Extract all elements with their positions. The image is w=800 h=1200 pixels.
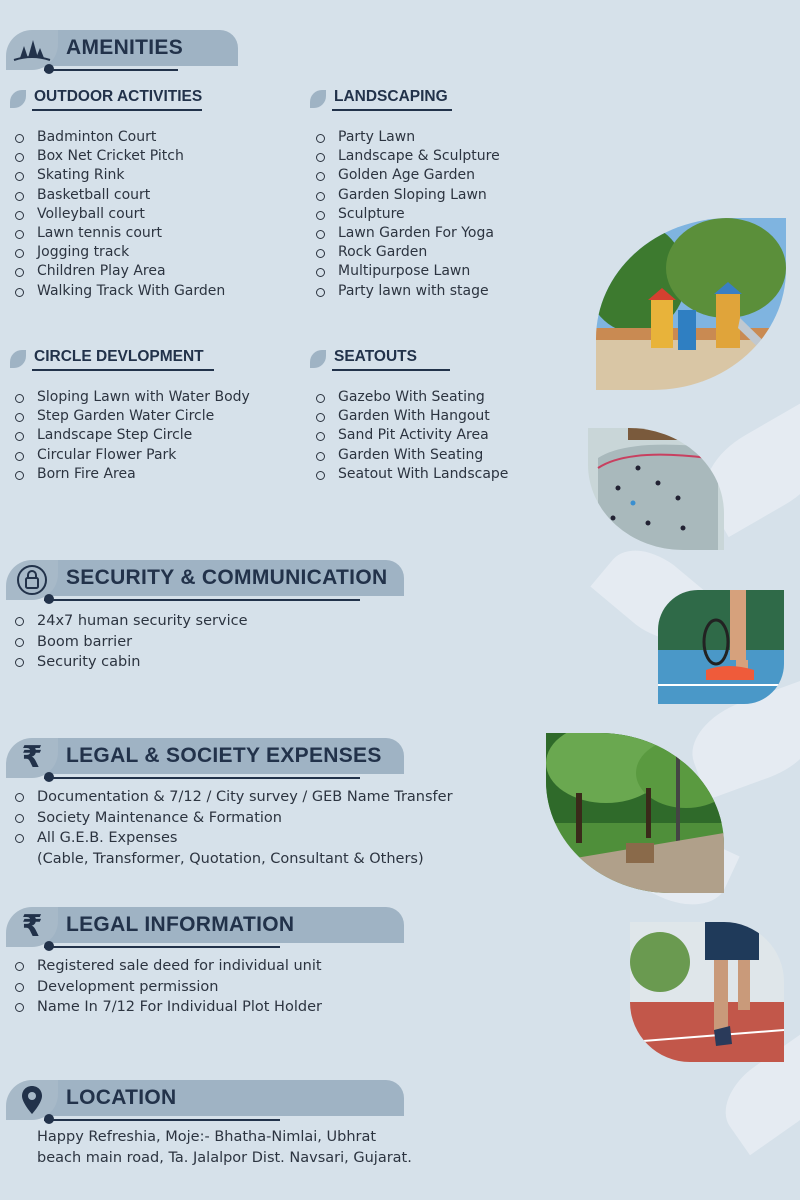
list-item: Circular Flower Park — [15, 446, 250, 465]
list-item: Society Maintenance & Formation — [15, 808, 453, 829]
outdoor-list — [15, 128, 225, 301]
leaf-icon — [310, 350, 326, 368]
list-item: Development permission — [15, 977, 322, 998]
list-item: Party Lawn — [316, 128, 500, 147]
security-banner — [0, 560, 410, 600]
expenses-banner — [0, 738, 410, 778]
circle-heading — [10, 348, 220, 372]
list-item: 24x7 human security service — [15, 611, 248, 632]
list-item: Sand Pit Activity Area — [316, 426, 508, 445]
outdoor-title: OUTDOOR ACTIVITIES — [34, 88, 203, 105]
circle-list — [15, 388, 250, 484]
list-item: Children Play Area — [15, 262, 225, 281]
list-item: Gazebo With Seating — [316, 388, 508, 407]
leaf-icon — [10, 90, 26, 108]
rupee-icon: ₹ — [6, 738, 58, 778]
list-item: Garden With Seating — [316, 446, 508, 465]
amenities-banner — [0, 30, 240, 70]
list-item: Box Net Cricket Pitch — [15, 147, 225, 166]
playground-photo — [596, 218, 786, 390]
leaf-icon — [310, 90, 326, 108]
runner-photo — [630, 922, 784, 1062]
list-item: Volleyball court — [15, 205, 225, 224]
list-item: Garden With Hangout — [316, 407, 508, 426]
list-item: Multipurpose Lawn — [316, 262, 500, 281]
tennis-photo — [658, 590, 784, 704]
list-item: Garden Sloping Lawn — [316, 186, 500, 205]
list-item: Boom barrier — [15, 632, 248, 653]
list-item: Seatout With Landscape — [316, 465, 508, 484]
list-item: Landscape Step Circle — [15, 426, 250, 445]
landscaping-title: LANDSCAPING — [334, 88, 448, 105]
security-list — [15, 611, 248, 673]
landscaping-heading — [310, 88, 460, 112]
list-item: Badminton Court — [15, 128, 225, 147]
list-item-continuation: (Cable, Transformer, Quotation, Consultant & Others) — [37, 850, 424, 867]
list-item: Documentation & 7/12 / City survey / GEB Name Transfer — [15, 787, 453, 808]
expenses-list — [15, 787, 453, 869]
list-item: Rock Garden — [316, 243, 500, 262]
list-item: Lawn Garden For Yoga — [316, 224, 500, 243]
expenses-title: LEGAL & SOCIETY EXPENSES — [66, 744, 382, 767]
list-item: Security cabin — [15, 652, 248, 673]
list-item: Registered sale deed for individual unit — [15, 956, 322, 977]
legal-list — [15, 956, 322, 1018]
list-item: Sculpture — [316, 205, 500, 224]
legal-banner — [0, 907, 410, 947]
list-item: Sloping Lawn with Water Body — [15, 388, 250, 407]
location-title: LOCATION — [66, 1086, 177, 1109]
address — [37, 1127, 412, 1169]
seatouts-heading — [310, 348, 460, 372]
rupee-icon: ₹ — [6, 907, 58, 947]
outdoor-heading — [10, 88, 210, 112]
list-item: Basketball court — [15, 186, 225, 205]
list-item: Lawn tennis court — [15, 224, 225, 243]
address-line-2: beach main road, Ta. Jalalpor Dist. Navsari, Gujarat. — [37, 1150, 412, 1166]
list-item: Golden Age Garden — [316, 166, 500, 185]
amenities-title: AMENITIES — [66, 36, 184, 59]
list-item: Landscape & Sculpture — [316, 147, 500, 166]
security-title: SECURITY & COMMUNICATION — [66, 566, 388, 589]
leaf-icon — [10, 350, 26, 368]
list-item: Party lawn with stage — [316, 282, 500, 301]
landscaping-list — [316, 128, 500, 301]
list-item: Step Garden Water Circle — [15, 407, 250, 426]
list-item: Walking Track With Garden — [15, 282, 225, 301]
skating-rink-photo — [588, 428, 724, 550]
legal-title: LEGAL INFORMATION — [66, 913, 295, 936]
list-item: All G.E.B. Expenses — [15, 828, 453, 849]
location-banner — [0, 1080, 410, 1120]
seatouts-title: SEATOUTS — [334, 348, 417, 365]
list-item: Skating Rink — [15, 166, 225, 185]
list-item: Jogging track — [15, 243, 225, 262]
list-item: Name In 7/12 For Individual Plot Holder — [15, 997, 322, 1018]
seatouts-list — [316, 388, 508, 484]
circle-title: CIRCLE DEVLOPMENT — [34, 348, 204, 365]
address-line-1: Happy Refreshia, Moje:- Bhatha-Nimlai, Ubhrat — [37, 1129, 377, 1145]
list-item: Born Fire Area — [15, 465, 250, 484]
